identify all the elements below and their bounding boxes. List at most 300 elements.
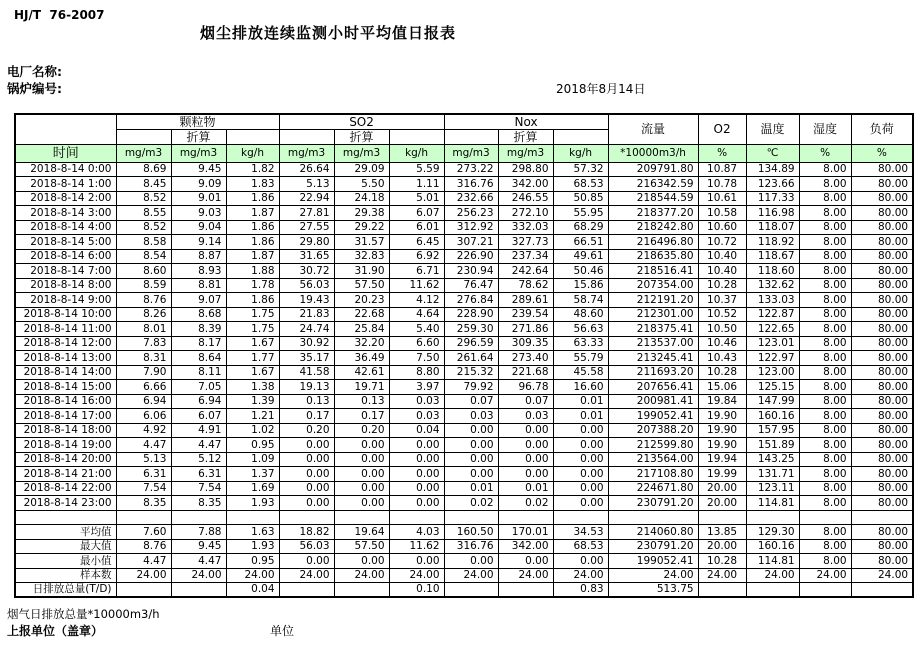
value-cell: 7.88 [171,525,226,540]
header-group-row [15,114,913,129]
value-cell: 0.03 [389,409,444,424]
value-cell: 0.17 [334,409,389,424]
value-cell: 8.00 [799,177,851,192]
value-cell: 9.45 [171,539,226,554]
value-cell: 228.90 [444,307,498,322]
value-cell: 273.40 [498,351,553,366]
value-cell: 8.00 [799,394,851,409]
value-cell: 0.03 [444,409,498,424]
value-cell: 56.03 [279,539,334,554]
value-cell: 1.02 [226,423,279,438]
value-cell: 78.62 [498,278,553,293]
table-row [15,365,913,380]
value-cell: 19.13 [279,380,334,395]
value-cell: 0.00 [553,496,608,511]
value-cell: 66.51 [553,235,608,250]
value-cell: 10.72 [698,235,746,250]
value-cell: 80.00 [851,177,913,192]
value-cell: 80.00 [851,481,913,496]
value-cell: 218544.59 [608,191,698,206]
value-cell: 123.00 [746,365,799,380]
value-cell: 9.01 [171,191,226,206]
value-cell: 8.00 [799,293,851,308]
value-cell: 1.75 [226,307,279,322]
value-cell: 80.00 [851,220,913,235]
value-cell: 8.54 [116,249,171,264]
row-label-cell: 2018-8-14 15:00 [15,380,116,395]
value-cell: 24.00 [799,568,851,583]
value-cell: 7.83 [116,336,171,351]
table-row [15,510,913,525]
value-cell: 79.92 [444,380,498,395]
value-cell: 24.00 [171,568,226,583]
value-cell: 216342.59 [608,177,698,192]
row-label-cell: 2018-8-14 22:00 [15,481,116,496]
value-cell: 24.74 [279,322,334,337]
value-cell: 20.23 [334,293,389,308]
value-cell: 0.02 [444,496,498,511]
value-cell: 239.54 [498,307,553,322]
value-cell: 170.01 [498,525,553,540]
value-cell: 7.50 [389,351,444,366]
value-cell: 216496.80 [608,235,698,250]
value-cell [334,510,389,525]
value-cell: 41.58 [279,365,334,380]
value-cell: 19.71 [334,380,389,395]
value-cell: 0.00 [334,554,389,569]
value-cell: 24.00 [608,568,698,583]
value-cell: 22.94 [279,191,334,206]
table-row [15,191,913,206]
row-label-cell: 样本数 [15,568,116,583]
value-cell [444,510,498,525]
value-cell [444,583,498,598]
value-cell: 1.37 [226,467,279,482]
value-cell: 19.90 [698,438,746,453]
value-cell: 131.71 [746,467,799,482]
value-cell: 68.53 [553,177,608,192]
value-cell: 212301.00 [608,307,698,322]
value-cell: 32.83 [334,249,389,264]
value-cell: 9.14 [171,235,226,250]
value-cell: 10.28 [698,278,746,293]
value-cell: 1.83 [226,177,279,192]
value-cell: 200981.41 [608,394,698,409]
unit-cell: mg/m3 [334,144,389,162]
value-cell: 118.60 [746,264,799,279]
value-cell: 8.00 [799,220,851,235]
value-cell: 8.00 [799,409,851,424]
value-cell: 80.00 [851,409,913,424]
value-cell: 271.86 [498,322,553,337]
value-cell: 80.00 [851,322,913,337]
value-cell [279,583,334,598]
row-label-cell: 2018-8-14 9:00 [15,293,116,308]
value-cell: 143.25 [746,452,799,467]
value-cell: 129.30 [746,525,799,540]
value-cell: 10.52 [698,307,746,322]
value-cell: 42.61 [334,365,389,380]
value-cell: 114.81 [746,496,799,511]
value-cell: 151.89 [746,438,799,453]
value-cell: 80.00 [851,235,913,250]
row-label-cell: 2018-8-14 5:00 [15,235,116,250]
value-cell: 4.47 [116,438,171,453]
value-cell [698,583,746,598]
value-cell: 0.00 [444,438,498,453]
value-cell: 8.00 [799,351,851,366]
value-cell [226,510,279,525]
value-cell: 4.92 [116,423,171,438]
value-cell: 57.32 [553,162,608,177]
value-cell: 232.66 [444,191,498,206]
value-cell: 19.43 [279,293,334,308]
value-cell: 8.93 [171,264,226,279]
value-cell: 230791.20 [608,539,698,554]
value-cell: 6.66 [116,380,171,395]
nox-converted-header: 折算 [498,129,553,144]
row-label-cell: 最小值 [15,554,116,569]
value-cell: 8.55 [116,206,171,221]
value-cell: 0.00 [279,438,334,453]
value-cell: 118.92 [746,235,799,250]
value-cell: 34.53 [553,525,608,540]
value-cell: 11.62 [389,278,444,293]
value-cell: 0.00 [279,452,334,467]
value-cell: 0.00 [444,452,498,467]
value-cell: 0.02 [498,496,553,511]
value-cell: 0.00 [334,467,389,482]
value-cell: 246.55 [498,191,553,206]
table-row [15,235,913,250]
table-row [15,220,913,235]
value-cell: 0.00 [334,481,389,496]
o2-header: O2 [698,114,746,144]
value-cell: 9.09 [171,177,226,192]
value-cell: 8.00 [799,264,851,279]
value-cell: 24.00 [279,568,334,583]
value-cell: 6.31 [171,467,226,482]
value-cell: 7.60 [116,525,171,540]
value-cell: 0.00 [389,438,444,453]
value-cell: 6.92 [389,249,444,264]
value-cell: 0.00 [498,554,553,569]
value-cell: 0.00 [334,496,389,511]
value-cell: 8.00 [799,162,851,177]
value-cell: 8.11 [171,365,226,380]
value-cell: 80.00 [851,351,913,366]
value-cell: 0.13 [334,394,389,409]
value-cell: 8.00 [799,278,851,293]
value-cell [116,510,171,525]
value-cell: 8.00 [799,191,851,206]
value-cell: 19.84 [698,394,746,409]
value-cell: 6.01 [389,220,444,235]
value-cell: 8.00 [799,481,851,496]
value-cell: 0.01 [553,394,608,409]
value-cell: 230.94 [444,264,498,279]
table-row [15,206,913,221]
value-cell: 0.00 [553,467,608,482]
value-cell: 80.00 [851,249,913,264]
value-cell: 213245.41 [608,351,698,366]
value-cell: 8.00 [799,380,851,395]
value-cell: 80.00 [851,162,913,177]
value-cell: 63.33 [553,336,608,351]
temperature-header: 温度 [746,114,799,144]
value-cell: 24.00 [226,568,279,583]
value-cell: 0.00 [553,481,608,496]
value-cell: 237.34 [498,249,553,264]
value-cell: 1.86 [226,191,279,206]
value-cell: 218375.41 [608,322,698,337]
value-cell: 0.03 [498,409,553,424]
value-cell: 0.00 [498,467,553,482]
value-cell: 5.12 [171,452,226,467]
value-cell: 80.00 [851,191,913,206]
table-row [15,583,913,598]
value-cell: 80.00 [851,206,913,221]
value-cell: 8.00 [799,496,851,511]
nox-group-header: Nox [444,114,608,129]
value-cell [116,583,171,598]
value-cell: 9.04 [171,220,226,235]
value-cell: 24.00 [334,568,389,583]
value-cell: 8.00 [799,322,851,337]
value-cell: 1.75 [226,322,279,337]
value-cell: 123.66 [746,177,799,192]
value-cell: 6.06 [116,409,171,424]
unit-cell: mg/m3 [171,144,226,162]
value-cell: 5.13 [116,452,171,467]
value-cell: 24.00 [498,568,553,583]
value-cell: 80.00 [851,365,913,380]
value-cell: 0.00 [553,423,608,438]
value-cell: 1.67 [226,365,279,380]
value-cell: 29.22 [334,220,389,235]
value-cell: 8.68 [171,307,226,322]
unit-label: 单位 [270,624,295,638]
value-cell: 8.00 [799,423,851,438]
value-cell: 0.04 [226,583,279,598]
value-cell: 332.03 [498,220,553,235]
row-label-cell: 2018-8-14 4:00 [15,220,116,235]
value-cell: 29.38 [334,206,389,221]
value-cell: 8.00 [799,307,851,322]
value-cell: 6.94 [116,394,171,409]
value-cell: 8.00 [799,235,851,250]
value-cell: 58.74 [553,293,608,308]
value-cell: 29.09 [334,162,389,177]
value-cell: 0.01 [444,481,498,496]
value-cell [799,583,851,598]
time-header: 时间 [15,144,116,162]
row-label-cell: 2018-8-14 0:00 [15,162,116,177]
unit-cell: mg/m3 [498,144,553,162]
value-cell: 0.95 [226,438,279,453]
value-cell: 218516.41 [608,264,698,279]
so2-rate-spacer [389,129,444,144]
value-cell: 0.07 [444,394,498,409]
value-cell: 122.87 [746,307,799,322]
value-cell: 56.63 [553,322,608,337]
value-cell: 32.20 [334,336,389,351]
value-cell: 30.92 [279,336,334,351]
value-cell: 0.83 [553,583,608,598]
value-cell: 10.61 [698,191,746,206]
value-cell: 0.00 [553,452,608,467]
value-cell: 316.76 [444,539,498,554]
value-cell: 0.10 [389,583,444,598]
value-cell: 276.84 [444,293,498,308]
value-cell: 1.93 [226,539,279,554]
value-cell: 0.01 [498,481,553,496]
value-cell: 213537.00 [608,336,698,351]
value-cell: 0.00 [334,452,389,467]
value-cell: 80.00 [851,438,913,453]
table-row [15,394,913,409]
value-cell: 1.69 [226,481,279,496]
value-cell: 19.99 [698,467,746,482]
value-cell: 8.01 [116,322,171,337]
value-cell: 76.47 [444,278,498,293]
value-cell: 30.72 [279,264,334,279]
value-cell: 11.62 [389,539,444,554]
humidity-header: 湿度 [799,114,851,144]
pm-rate-spacer [226,129,279,144]
value-cell: 0.00 [444,554,498,569]
value-cell: 10.60 [698,220,746,235]
value-cell: 19.90 [698,423,746,438]
table-row [15,438,913,453]
value-cell: 1.87 [226,206,279,221]
row-label-cell: 2018-8-14 11:00 [15,322,116,337]
value-cell: 10.37 [698,293,746,308]
value-cell: 6.60 [389,336,444,351]
value-cell: 134.89 [746,162,799,177]
row-label-cell: 2018-8-14 14:00 [15,365,116,380]
standard-number: HJ/T 76-2007 [14,8,105,22]
value-cell: 8.00 [799,365,851,380]
value-cell: 342.00 [498,177,553,192]
value-cell: 8.52 [116,191,171,206]
value-cell [608,510,698,525]
value-cell: 22.68 [334,307,389,322]
value-cell: 80.00 [851,264,913,279]
value-cell [171,510,226,525]
value-cell: 8.00 [799,554,851,569]
value-cell: 8.00 [799,452,851,467]
value-cell: 25.84 [334,322,389,337]
row-label-cell: 2018-8-14 3:00 [15,206,116,221]
value-cell: 5.01 [389,191,444,206]
value-cell: 8.69 [116,162,171,177]
row-label-cell: 2018-8-14 13:00 [15,351,116,366]
value-cell: 0.20 [334,423,389,438]
value-cell: 6.94 [171,394,226,409]
value-cell: 8.00 [799,525,851,540]
value-cell: 8.64 [171,351,226,366]
value-cell: 27.55 [279,220,334,235]
value-cell: 8.58 [116,235,171,250]
value-cell: 3.97 [389,380,444,395]
unit-cell: ℃ [746,144,799,162]
value-cell: 8.00 [799,336,851,351]
value-cell: 0.00 [444,423,498,438]
value-cell: 8.00 [799,467,851,482]
unit-cell: % [851,144,913,162]
value-cell: 8.17 [171,336,226,351]
value-cell: 21.83 [279,307,334,322]
time-header-spacer [15,114,116,144]
value-cell: 7.90 [116,365,171,380]
value-cell: 298.80 [498,162,553,177]
value-cell: 8.00 [799,249,851,264]
value-cell [498,583,553,598]
value-cell: 80.00 [851,380,913,395]
table-row [15,293,913,308]
value-cell: 8.31 [116,351,171,366]
value-cell: 24.00 [389,568,444,583]
value-cell: 10.40 [698,249,746,264]
table-row [15,452,913,467]
value-cell: 10.78 [698,177,746,192]
value-cell: 19.94 [698,452,746,467]
value-cell: 212191.20 [608,293,698,308]
value-cell: 10.58 [698,206,746,221]
value-cell: 309.35 [498,336,553,351]
value-cell: 0.00 [334,438,389,453]
table-row [15,264,913,279]
units-row [15,144,913,162]
flue-gas-total-note: 烟气日排放总量*10000m3/h [7,607,160,621]
value-cell: 9.03 [171,206,226,221]
value-cell: 0.00 [389,467,444,482]
value-cell: 10.46 [698,336,746,351]
value-cell: 316.76 [444,177,498,192]
value-cell: 8.35 [116,496,171,511]
value-cell: 8.45 [116,177,171,192]
value-cell: 117.33 [746,191,799,206]
value-cell: 0.00 [389,554,444,569]
value-cell: 8.60 [116,264,171,279]
value-cell: 80.00 [851,539,913,554]
value-cell: 80.00 [851,423,913,438]
value-cell: 24.00 [444,568,498,583]
value-cell: 221.68 [498,365,553,380]
value-cell: 0.00 [389,481,444,496]
plant-name-label: 电厂名称: [7,64,62,79]
value-cell: 1.11 [389,177,444,192]
value-cell: 209791.80 [608,162,698,177]
value-cell: 1.39 [226,394,279,409]
row-label-cell: 2018-8-14 1:00 [15,177,116,192]
value-cell: 513.75 [608,583,698,598]
value-cell: 24.00 [851,568,913,583]
value-cell: 1.21 [226,409,279,424]
value-cell: 214060.80 [608,525,698,540]
value-cell: 0.00 [279,554,334,569]
value-cell: 0.95 [226,554,279,569]
value-cell: 8.76 [116,539,171,554]
value-cell: 4.91 [171,423,226,438]
page-title: 烟尘排放连续监测小时平均值日报表 [200,24,457,42]
nox-rate-spacer [553,129,608,144]
value-cell: 273.22 [444,162,498,177]
value-cell: 207388.20 [608,423,698,438]
row-label-cell: 2018-8-14 6:00 [15,249,116,264]
table-row [15,525,913,540]
